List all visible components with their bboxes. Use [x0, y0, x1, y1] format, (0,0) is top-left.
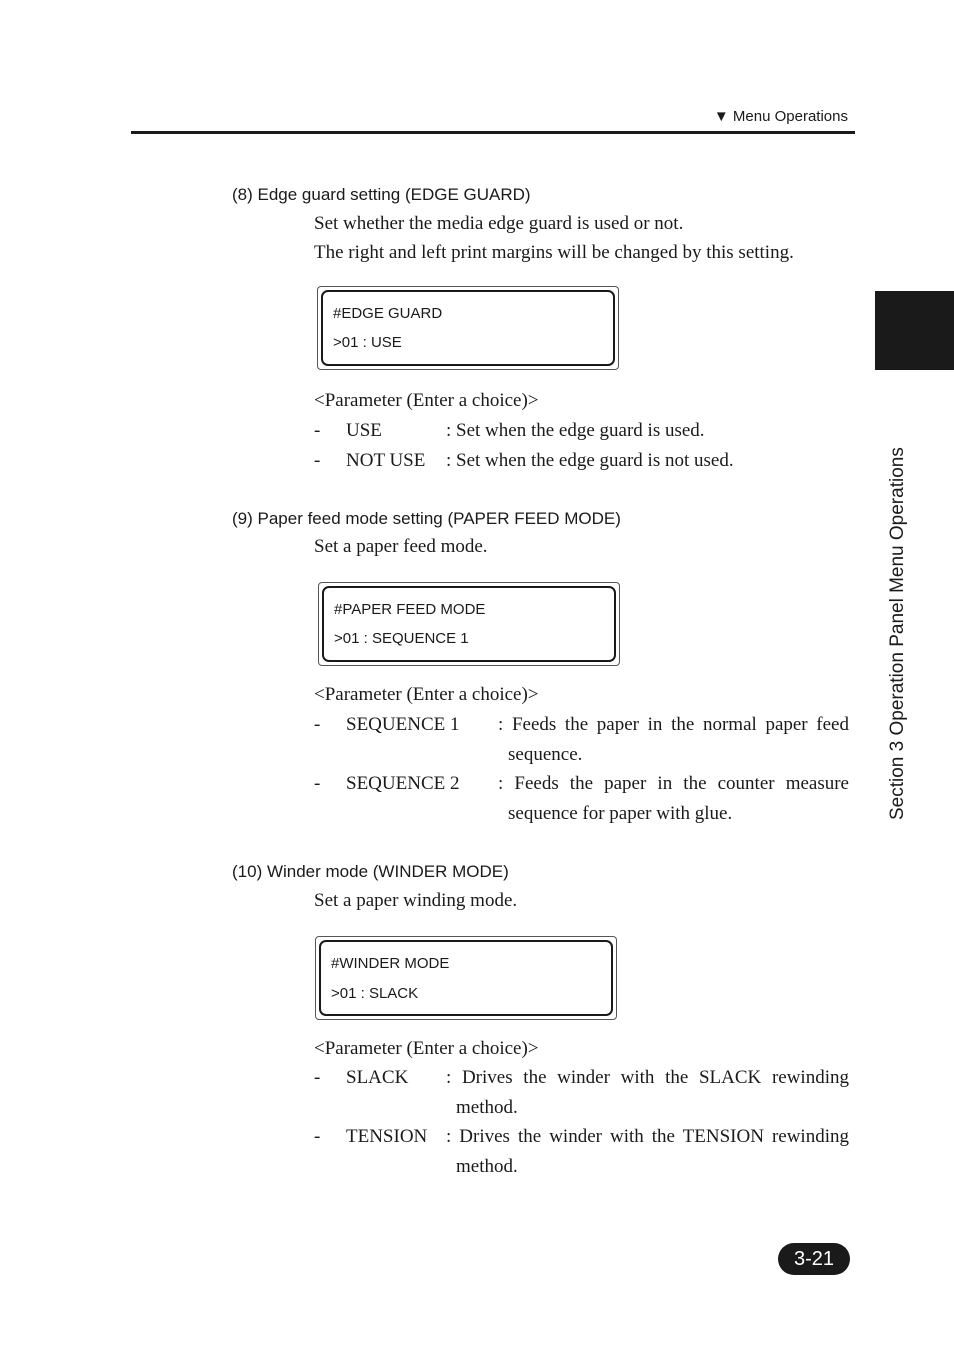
parameter-description: : Feeds the paper in the counter measure: [498, 773, 849, 794]
running-header-title: Menu Operations: [732, 108, 848, 125]
running-header: [714, 108, 848, 125]
list-bullet: -: [314, 420, 321, 441]
section-body-line: The right and left print margins will be changed by this setting.: [314, 242, 794, 263]
parameter-description-continued: sequence.: [508, 744, 583, 765]
page-number: 3-21: [778, 1243, 850, 1275]
lcd-display-edge-guard: [317, 286, 619, 370]
list-bullet: -: [314, 1126, 321, 1147]
parameter-description-continued: sequence for paper with glue.: [508, 803, 733, 824]
parameter-description-continued: method.: [456, 1156, 518, 1177]
lcd-screen: [322, 586, 616, 662]
section-body-line: Set a paper winding mode.: [314, 890, 518, 911]
lcd-line-1: #EDGE GUARD: [333, 305, 443, 322]
parameter-description: : Set when the edge guard is used.: [446, 420, 705, 441]
parameter-heading: <Parameter (Enter a choice)>: [314, 1038, 539, 1059]
lcd-display-winder-mode: [315, 936, 617, 1020]
parameter-name: SEQUENCE 1: [346, 714, 460, 735]
lcd-line-2: >01 : USE: [333, 334, 402, 351]
parameter-name: NOT USE: [346, 450, 426, 471]
lcd-display-paper-feed-mode: [318, 582, 620, 666]
section-title-edge-guard: (8) Edge guard setting (EDGE GUARD): [232, 185, 531, 204]
section-thumb-tab: [875, 291, 954, 370]
parameter-description-continued: method.: [456, 1097, 518, 1118]
parameter-description: : Feeds the paper in the normal paper feed: [498, 714, 849, 735]
section-body-line: Set whether the media edge guard is used or not.: [314, 213, 684, 234]
parameter-heading: <Parameter (Enter a choice)>: [314, 684, 539, 705]
parameter-name: SLACK: [346, 1067, 409, 1088]
header-rule: [131, 131, 855, 134]
parameter-name: USE: [346, 420, 382, 441]
section-title-paper-feed-mode: (9) Paper feed mode setting (PAPER FEED MODE): [232, 509, 621, 528]
list-bullet: -: [314, 714, 321, 735]
section-body-line: Set a paper feed mode.: [314, 536, 488, 557]
lcd-screen: [319, 940, 613, 1016]
parameter-description: : Set when the edge guard is not used.: [446, 450, 734, 471]
triangle-down-icon: ▼: [713, 108, 729, 125]
parameter-name: TENSION: [346, 1126, 428, 1147]
lcd-line-2: >01 : SEQUENCE 1: [334, 630, 469, 647]
side-section-label: Section 3 Operation Panel Menu Operations: [887, 447, 908, 820]
list-bullet: -: [314, 450, 321, 471]
list-bullet: -: [314, 1067, 321, 1088]
parameter-heading: <Parameter (Enter a choice)>: [314, 390, 539, 411]
lcd-line-2: >01 : SLACK: [331, 985, 419, 1002]
list-bullet: -: [314, 773, 321, 794]
parameter-description: : Drives the winder with the SLACK rewinding: [446, 1067, 849, 1088]
lcd-line-1: #WINDER MODE: [331, 955, 450, 972]
parameter-name: SEQUENCE 2: [346, 773, 460, 794]
section-title-winder-mode: (10) Winder mode (WINDER MODE): [232, 862, 509, 881]
parameter-description: : Drives the winder with the TENSION rewinding: [446, 1126, 849, 1147]
lcd-screen: [321, 290, 615, 366]
lcd-line-1: #PAPER FEED MODE: [334, 601, 486, 618]
